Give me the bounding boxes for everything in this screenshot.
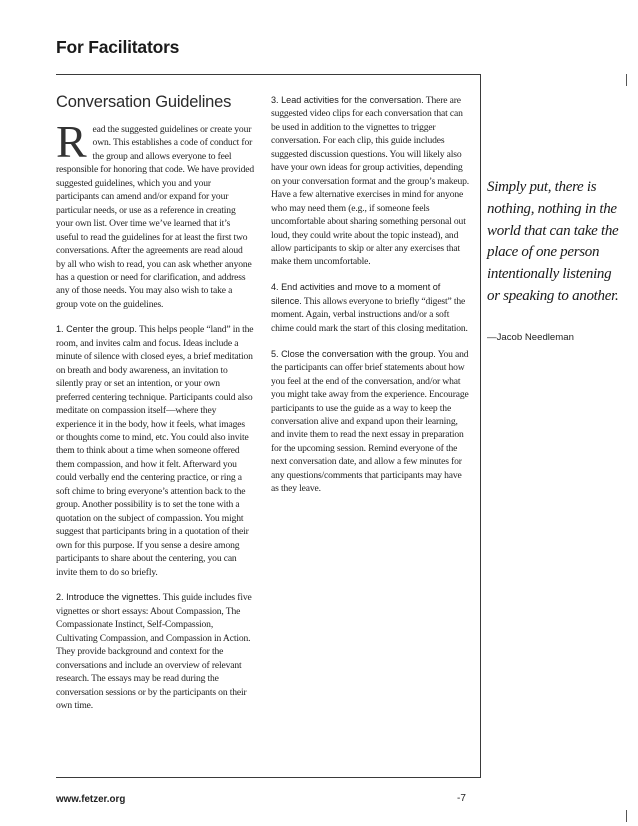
column-divider: [480, 74, 481, 778]
intro-paragraph: [56, 116, 254, 311]
guideline-item-2: [56, 591, 254, 712]
guideline-lead: 1. Center the group.: [56, 324, 137, 335]
guideline-text: This allows everyone to briefly “digest” the moment. Again, verbal instructions and/or a soft chime could mark the start of this closing meditation.: [271, 295, 468, 334]
guideline-item-5: [271, 348, 471, 496]
left-column: [56, 92, 254, 725]
footer-url[interactable]: www.fetzer.org: [56, 794, 126, 805]
guideline-lead: 3. Lead activities for the conversation.: [271, 95, 424, 105]
page-number: -7: [457, 793, 466, 804]
guideline-text: This guide includes five vignettes or short essays: About Compassion, The Compassionate Instinct, Self-Compassion, Cultivating Compassion, and Compassion in Action. They provide background and context for the conversations and include an overview of relevant research. The essays may be read during the conversation sessions or by the participants on their own time.: [56, 592, 252, 712]
middle-column: [271, 94, 471, 508]
guideline-lead: 5. Close the conversation with the group.: [271, 348, 436, 359]
crop-mark-bottom: [626, 810, 627, 822]
guideline-item-3: [271, 94, 471, 269]
pull-quote: Simply put, there is nothing, nothing in the world that can take the place of one person intentionally listening or speaking to another.: [487, 179, 619, 304]
guideline-text: There are suggested video clips for each conversation that can be used in addition to the vignettes to trigger conversation. For each clip, this guide includes suggested discussion questions. You will likely also have your own ideas for group activities, depending on your conversation format and the group’s makeup. Have a few alternative exercises in mind for anyone who may need them (e.g., if someone feels uncomfortable about sharing something personal out loud, they could write about the topic instead), and allow participants to skip or alter any exercises that make them uncomfortable.: [271, 95, 470, 268]
intro-text: ead the suggested guidelines or create your own. This establishes a code of conduct for the group and allows everyone to feel responsible for honoring that code. We have provided suggested guidelines, which you and your participants can amend and/or expand for your particular needs, or use as a reference in creating your own list. Over time we’ve learned that it’s useful to read the guidelines for at least the first two conversations. After the agreements are read aloud by all who wish to read, you can ask whether anyone has a question or need for clarification, and address any of those needs. You may also wish to take a group vote on the guidelines.: [56, 124, 254, 310]
section-heading: Conversation Guidelines: [56, 93, 232, 111]
drop-cap: R: [56, 116, 87, 167]
guideline-item-4: [271, 281, 471, 335]
bottom-divider: [56, 777, 481, 778]
guideline-text: You and the participants can offer brief statements about how you feel at the end of the conversation, and/or what you might take away from the experience. Encourage participants to use the guide as a way to keep the conversation alive and expand upon their learning, and invite them to read the next essay in preparation for the upcoming session. Remind everyone of the next conversation date, and allow a few minutes for any questions/comments that participants may have as they leave.: [271, 348, 469, 495]
quote-attribution: —Jacob Needleman: [487, 332, 574, 343]
guideline-item-1: [56, 323, 254, 579]
page-title: For Facilitators: [56, 37, 180, 57]
crop-mark-top: [626, 74, 627, 86]
top-divider: [56, 74, 481, 75]
guideline-text: This helps people “land” in the room, and invites calm and focus. Ideas include a minute of silence with closed eyes, a brief meditation on breath and body awareness, an invitation to silently pray or set an intention, or your own preferred centering technique. Participants could also meditate on compassion itself—where they experience it in the body, how it feels, what images or thoughts come to mind, etc. You could also invite them to think about a time when someone offered them compassion, and how it felt. Afterward you could verbally end the centering practice, or ring a soft chime to bring everyone’s attention back to the group. Another possibility is to set the tone with a quotation on the subject of compassion. You might suggest that participants bring in a quotation of their own for this purpose. If you sense a desire among participants to share about the centering, you can invite them to do so briefly.: [56, 324, 254, 578]
guideline-lead: 2. Introduce the vignettes.: [56, 592, 161, 603]
guideline-lead: 4. End activities and move to a moment of silence.: [271, 282, 441, 306]
